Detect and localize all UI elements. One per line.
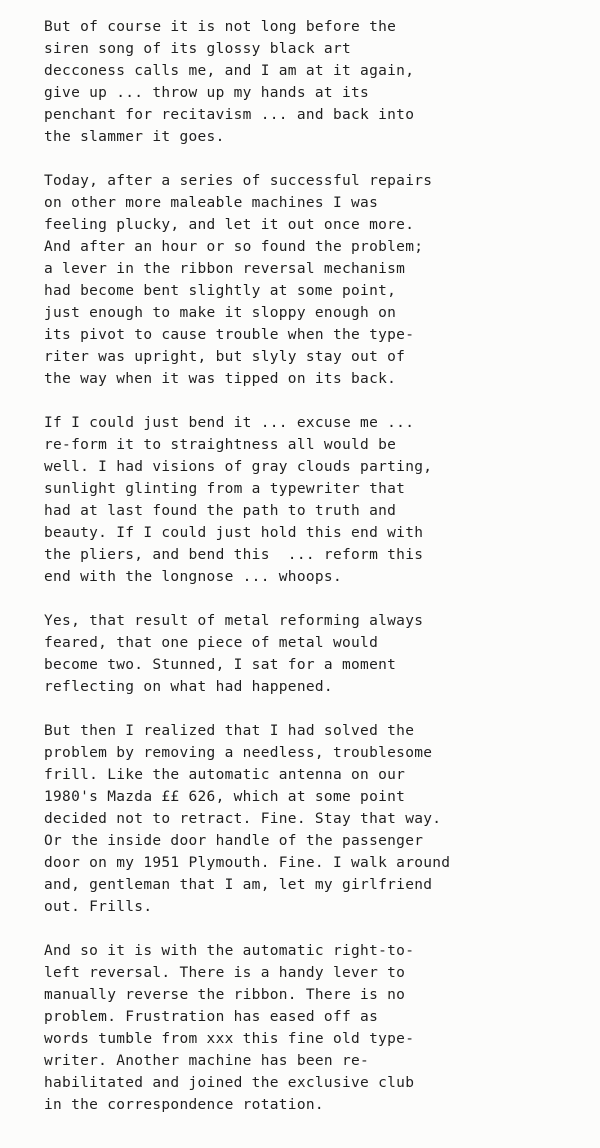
text-line: If I could just bend it ... excuse me ... xyxy=(44,415,415,431)
text-line: sunlight glinting from a typewriter that xyxy=(44,481,406,497)
text-line: reflecting on what had happened. xyxy=(44,679,333,695)
text-line: habilitated and joined the exclusive club xyxy=(44,1075,415,1091)
text-line: just enough to make it sloppy enough on xyxy=(44,305,397,321)
paragraph xyxy=(44,170,584,390)
paragraph xyxy=(44,16,584,148)
text-line: end with the longnose ... whoops. xyxy=(44,569,342,585)
text-line: re-form it to straightness all would be xyxy=(44,437,397,453)
text-line: manually reverse the ribbon. There is no xyxy=(44,987,406,1003)
paragraph xyxy=(44,720,584,918)
text-line: Or the inside door handle of the passenger xyxy=(44,833,424,849)
text-line: its pivot to cause trouble when the type- xyxy=(44,327,415,343)
text-line: left reversal. There is a handy lever to xyxy=(44,965,406,981)
paragraph xyxy=(44,940,584,1116)
text-line: had at last found the path to truth and xyxy=(44,503,397,519)
text-line: beauty. If I could just hold this end with xyxy=(44,525,424,541)
text-line: penchant for recitavism ... and back into xyxy=(44,107,415,123)
text-line: And after an hour or so found the problem; xyxy=(44,239,424,255)
text-line: feeling plucky, and let it out once more. xyxy=(44,217,415,233)
text-line: a lever in the ribbon reversal mechanism xyxy=(44,261,406,277)
text-line: But of course it is not long before the xyxy=(44,19,397,35)
paragraph xyxy=(44,412,584,588)
text-line: in the correspondence rotation. xyxy=(44,1097,324,1113)
text-line: give up ... throw up my hands at its xyxy=(44,85,370,101)
text-line: decconess calls me, and I am at it again, xyxy=(44,63,415,79)
text-line: Yes, that result of metal reforming always xyxy=(44,613,424,629)
text-line: become two. Stunned, I sat for a moment xyxy=(44,657,397,673)
text-line: riter was upright, but slyly stay out of xyxy=(44,349,406,365)
text-line: the way when it was tipped on its back. xyxy=(44,371,397,387)
text-line: out. Frills. xyxy=(44,899,153,915)
text-line: words tumble from xxx this fine old type- xyxy=(44,1031,415,1047)
text-line: the slammer it goes. xyxy=(44,129,225,145)
paragraph xyxy=(44,610,584,698)
text-line: door on my 1951 Plymouth. Fine. I walk around xyxy=(44,855,451,871)
text-line: Today, after a series of successful repairs xyxy=(44,173,433,189)
text-line: 1980's Mazda ££ 626, which at some point xyxy=(44,789,406,805)
text-line: writer. Another machine has been re- xyxy=(44,1053,370,1069)
text-line: had become bent slightly at some point, xyxy=(44,283,397,299)
text-line: problem by removing a needless, troublesome xyxy=(44,745,433,761)
text-line: But then I realized that I had solved the xyxy=(44,723,415,739)
text-line: problem. Frustration has eased off as xyxy=(44,1009,379,1025)
typewritten-text xyxy=(44,16,584,1116)
text-line: the pliers, and bend this ... reform this xyxy=(44,547,424,563)
text-line: well. I had visions of gray clouds parting, xyxy=(44,459,433,475)
text-line: feared, that one piece of metal would xyxy=(44,635,379,651)
text-line: and, gentleman that I am, let my girlfriend xyxy=(44,877,433,893)
text-line: And so it is with the automatic right-to- xyxy=(44,943,415,959)
text-line: frill. Like the automatic antenna on our xyxy=(44,767,406,783)
text-line: siren song of its glossy black art xyxy=(44,41,352,57)
text-line: on other more maleable machines I was xyxy=(44,195,379,211)
text-line: decided not to retract. Fine. Stay that way. xyxy=(44,811,442,827)
